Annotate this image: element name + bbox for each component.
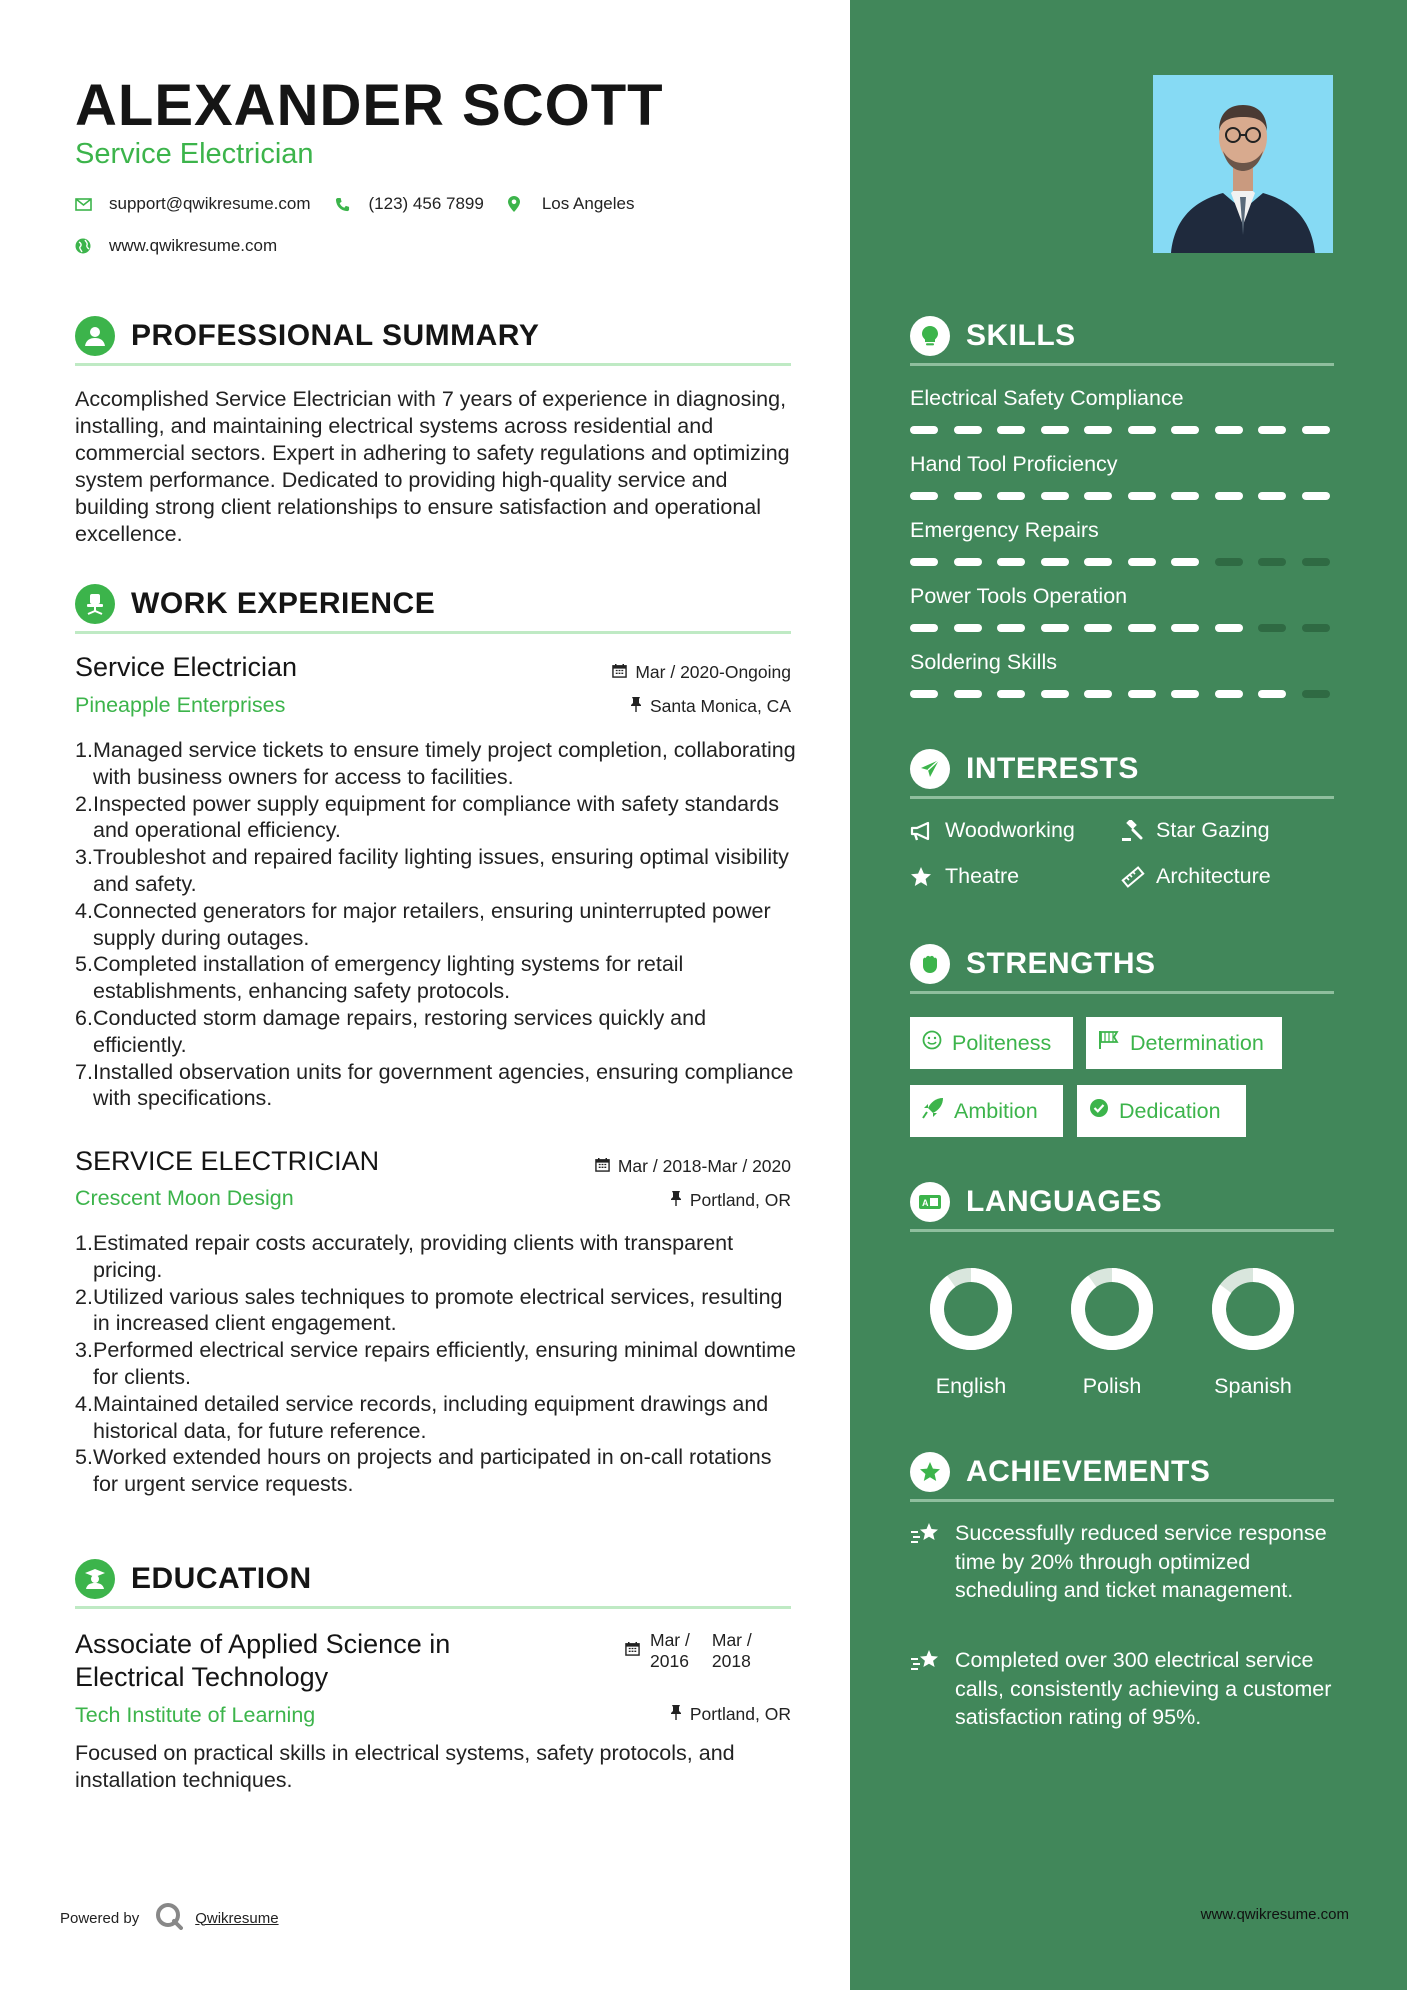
paper-plane-icon <box>910 749 950 789</box>
job-1-location: Santa Monica, CA <box>630 696 791 717</box>
skill-level-segment <box>1171 558 1199 566</box>
job-1-dates: Mar / 2020-Ongoing <box>612 662 791 683</box>
list-text: Troubleshot and repaired facility lighting issues, ensuring optimal visibility and safety. <box>93 845 789 896</box>
rocket-icon <box>922 1097 944 1125</box>
contact-row-2 <box>75 236 301 256</box>
list-number: 1. <box>75 1231 93 1255</box>
skill-level-segment <box>997 426 1025 434</box>
job-2-title: SERVICE ELECTRICIAN <box>75 1146 380 1176</box>
job-2-company: Crescent Moon Design <box>75 1186 294 1210</box>
skill-level-segment <box>1215 624 1243 632</box>
list-item <box>75 1230 800 1284</box>
education-degree: Associate of Applied Science in Electrical Technology <box>75 1629 451 1692</box>
list-item <box>75 737 800 791</box>
skill-level-bar <box>910 558 1345 566</box>
list-number: 2. <box>75 791 93 816</box>
footer-powered-by: Powered by Qwikresume <box>60 1902 279 1934</box>
skill-level-segment <box>1258 492 1286 500</box>
location-text: Los Angeles <box>541 194 635 213</box>
skill-level-segment <box>1302 690 1330 698</box>
achievements-divider <box>910 1499 1334 1502</box>
interests-heading <box>910 749 1139 789</box>
language-level-ring <box>1067 1264 1157 1354</box>
language-name: Polish <box>1082 1374 1142 1398</box>
job-1-title: Service Electrician <box>75 652 298 682</box>
skill-level-bar <box>910 690 1345 698</box>
skill-name: Hand Tool Proficiency <box>910 452 1118 476</box>
skills-divider <box>910 363 1334 366</box>
skill-level-segment <box>1128 690 1156 698</box>
skill-level-segment <box>1128 426 1156 434</box>
fist-icon <box>910 944 950 984</box>
list-item <box>75 898 800 952</box>
skill-level-segment <box>1215 426 1243 434</box>
achievement-1: Successfully reduced service response time by 20% through optimized scheduling and ticket management. <box>910 1519 1340 1605</box>
list-item <box>75 1391 800 1445</box>
office-chair-icon <box>75 584 115 624</box>
calendar-icon <box>625 1630 640 1672</box>
skill-level-segment <box>1215 690 1243 698</box>
list-text: Managed service tickets to ensure timely project completion, collaborating with business owners for access to facilities. <box>93 738 796 789</box>
skill-level-segment <box>1041 492 1069 500</box>
achievements-title: ACHIEVEMENTS <box>966 1455 1211 1488</box>
email-link[interactable]: support@qwikresume.com <box>109 194 311 213</box>
language-level-ring <box>1208 1264 1298 1354</box>
translate-icon <box>910 1182 950 1222</box>
education-divider <box>75 1606 791 1609</box>
star-badge-icon <box>910 1452 950 1492</box>
star-icon <box>910 866 945 888</box>
languages-heading <box>910 1182 1162 1222</box>
education-title: EDUCATION <box>131 1562 312 1595</box>
list-item <box>75 1444 800 1498</box>
skill-level-segment <box>1128 624 1156 632</box>
strength-politeness: Politeness <box>910 1017 1073 1069</box>
skill-level-segment <box>997 492 1025 500</box>
language-name: English <box>935 1374 1007 1398</box>
graduate-icon <box>75 1559 115 1599</box>
smile-icon <box>922 1030 942 1056</box>
list-text: Estimated repair costs accurately, providing clients with transparent pricing. <box>93 1231 734 1282</box>
list-number: 4. <box>75 1391 93 1416</box>
map-pin-icon <box>508 196 542 212</box>
list-item <box>75 1337 800 1391</box>
skills-heading <box>910 316 1076 356</box>
experience-divider <box>75 631 791 634</box>
strengths-divider <box>910 991 1334 994</box>
shooting-star-icon <box>910 1646 955 1732</box>
summary-title: PROFESSIONAL SUMMARY <box>131 319 540 352</box>
skill-level-segment <box>954 426 982 434</box>
interest-star-gazing: Star Gazing <box>1121 818 1270 843</box>
language-ring-fill <box>937 1275 1005 1343</box>
skill-level-segment <box>997 690 1025 698</box>
language-polish <box>1047 1264 1177 1399</box>
list-number: 5. <box>75 952 93 977</box>
skill-name: Emergency Repairs <box>910 518 1099 542</box>
skill-level-bar <box>910 492 1345 500</box>
language-english <box>906 1264 1036 1399</box>
skill-level-segment <box>954 690 982 698</box>
skill-level-segment <box>1041 690 1069 698</box>
list-text: Connected generators for major retailers, ensuring uninterrupted power supply during outages. <box>93 898 771 950</box>
skill-level-segment <box>1258 624 1286 632</box>
job-2-location: Portland, OR <box>670 1190 791 1211</box>
skill-level-segment <box>1084 690 1112 698</box>
pushpin-icon <box>670 1190 682 1211</box>
skill-level-segment <box>1171 426 1199 434</box>
globe-icon <box>75 238 109 254</box>
skill-level-segment <box>1084 492 1112 500</box>
job-2-dates: Mar / 2018-Mar / 2020 <box>595 1156 791 1177</box>
skill-level-segment <box>910 426 938 434</box>
skill-name: Electrical Safety Compliance <box>910 386 1184 410</box>
skill-level-segment <box>910 690 938 698</box>
skill-level-segment <box>1041 426 1069 434</box>
list-item <box>75 951 800 1005</box>
education-dates: Mar / 2016 Mar / 2018 <box>625 1630 752 1672</box>
skill-level-segment <box>997 558 1025 566</box>
skill-level-segment <box>910 558 938 566</box>
pushpin-icon <box>670 1704 682 1725</box>
education-location: Portland, OR <box>670 1704 791 1725</box>
skill-level-segment <box>1084 426 1112 434</box>
job-1-company: Pineapple Enterprises <box>75 693 286 717</box>
qwikresume-link[interactable]: Qwikresume <box>195 1909 279 1927</box>
language-ring-fill <box>1078 1275 1146 1343</box>
summary-divider <box>75 363 791 366</box>
list-text: Completed installation of emergency lighting systems for retail establishments, enhancing safety protocols. <box>93 952 684 1004</box>
skill-level-segment <box>1302 558 1330 566</box>
skill-name: Power Tools Operation <box>910 584 1128 608</box>
skill-level-segment <box>1084 624 1112 632</box>
list-text: Maintained detailed service records, including equipment drawings and historical data, for future reference. <box>93 1391 769 1443</box>
education-school: Tech Institute of Learning <box>75 1703 316 1727</box>
language-name: Spanish <box>1214 1374 1292 1398</box>
calendar-icon <box>612 663 627 683</box>
megaphone-icon <box>910 821 945 841</box>
footer-website[interactable]: www.qwikresume.com <box>1200 1906 1349 1923</box>
list-number: 3. <box>75 1338 93 1363</box>
achievements-heading <box>910 1452 1210 1492</box>
sidebar <box>850 0 1407 1990</box>
skill-level-segment <box>1215 558 1243 566</box>
gavel-icon <box>1121 820 1156 842</box>
lightbulb-icon <box>910 316 950 356</box>
skill-level-segment <box>1258 426 1286 434</box>
skill-level-segment <box>1171 624 1199 632</box>
language-spanish <box>1188 1264 1318 1399</box>
skill-level-bar <box>910 426 1345 434</box>
qwikresume-logo-icon <box>155 1902 183 1934</box>
summary-heading <box>75 316 539 356</box>
list-text: Performed electrical service repairs efficiently, ensuring minimal downtime for clients. <box>93 1338 797 1389</box>
skill-name: Soldering Skills <box>910 650 1057 674</box>
languages-divider <box>910 1229 1334 1232</box>
achievement-2: Completed over 300 electrical service calls, consistently achieving a customer satisfaction rating of 95%. <box>910 1646 1340 1732</box>
strength-dedication: Dedication <box>1077 1085 1246 1137</box>
website-link[interactable]: www.qwikresume.com <box>109 236 278 255</box>
skill-level-segment <box>954 558 982 566</box>
strength-determination: Determination <box>1086 1017 1282 1069</box>
skills-title: SKILLS <box>966 319 1076 352</box>
interests-divider <box>910 796 1334 799</box>
skill-level-segment <box>1302 624 1330 632</box>
experience-heading <box>75 584 435 624</box>
list-text: Inspected power supply equipment for compliance with safety standards and operational efficiency. <box>93 791 779 843</box>
calendar-icon <box>595 1157 610 1177</box>
skill-level-segment <box>1258 690 1286 698</box>
skill-level-bar <box>910 624 1345 632</box>
education-description: Focused on practical skills in electrical systems, safety protocols, and installation techniques. <box>75 1741 735 1792</box>
strength-ambition: Ambition <box>910 1085 1063 1137</box>
job-1-responsibilities <box>75 737 800 1112</box>
summary-text: Accomplished Service Electrician with 7 years of experience in diagnosing, installing, and maintaining electrical systems across residential and commercial sectors. Expert in adhering to safety regulations and optimizing system performance. Dedicated to providing high-quality service and building strong client relationships to ensure satisfaction and operational excellence. <box>75 387 790 546</box>
education-heading <box>75 1559 312 1599</box>
skill-level-segment <box>910 624 938 632</box>
skill-level-segment <box>1171 690 1199 698</box>
list-item <box>75 844 800 898</box>
pushpin-icon <box>630 696 642 717</box>
language-level-ring <box>926 1264 1016 1354</box>
list-number: 7. <box>75 1059 93 1084</box>
list-text: Utilized various sales techniques to promote electrical services, resulting in increased client engagement. <box>93 1284 783 1336</box>
phone-icon <box>335 197 369 212</box>
profile-photo <box>1153 75 1333 253</box>
list-item <box>75 791 800 845</box>
skill-level-segment <box>1041 558 1069 566</box>
skill-level-segment <box>1041 624 1069 632</box>
interest-woodworking: Woodworking <box>910 818 1075 843</box>
interest-theatre: Theatre <box>910 864 1019 889</box>
check-circle-icon <box>1089 1098 1109 1124</box>
list-number: 6. <box>75 1005 93 1030</box>
skill-level-segment <box>954 492 982 500</box>
skill-level-segment <box>1258 558 1286 566</box>
skill-level-segment <box>1215 492 1243 500</box>
list-text: Worked extended hours on projects and participated in on-call rotations for urgent service requests. <box>93 1445 772 1497</box>
flag-icon <box>1098 1030 1120 1056</box>
contact-row-1 <box>75 194 658 214</box>
experience-title: WORK EXPERIENCE <box>131 587 436 620</box>
skill-level-segment <box>1302 492 1330 500</box>
strengths-title: STRENGTHS <box>966 947 1156 980</box>
list-text: Installed observation units for government agencies, ensuring compliance with specifications. <box>93 1059 794 1111</box>
list-item <box>75 1284 800 1338</box>
envelope-icon <box>75 198 109 211</box>
list-text: Conducted storm damage repairs, restoring services quickly and efficiently. <box>93 1005 707 1057</box>
list-number: 5. <box>75 1445 93 1470</box>
strengths-heading <box>910 944 1156 984</box>
skill-level-segment <box>1084 558 1112 566</box>
list-item <box>75 1059 800 1113</box>
skill-level-segment <box>1171 492 1199 500</box>
job-2-responsibilities <box>75 1230 800 1498</box>
interest-architecture: Architecture <box>1121 864 1271 889</box>
skill-level-segment <box>1128 558 1156 566</box>
list-number: 4. <box>75 898 93 923</box>
list-number: 1. <box>75 738 93 762</box>
skill-level-segment <box>910 492 938 500</box>
user-icon <box>75 316 115 356</box>
skill-level-segment <box>997 624 1025 632</box>
phone-number[interactable]: (123) 456 7899 <box>368 194 484 213</box>
languages-title: LANGUAGES <box>966 1185 1163 1218</box>
list-item <box>75 1005 800 1059</box>
svg-text:A: A <box>922 1198 929 1208</box>
candidate-role: Service Electrician <box>75 138 314 170</box>
skill-level-segment <box>954 624 982 632</box>
ruler-icon <box>1121 866 1156 888</box>
candidate-name: ALEXANDER SCOTT <box>75 73 664 138</box>
shooting-star-icon <box>910 1519 955 1605</box>
skill-level-segment <box>1128 492 1156 500</box>
list-number: 2. <box>75 1284 93 1309</box>
list-number: 3. <box>75 845 93 870</box>
interests-title: INTERESTS <box>966 752 1139 785</box>
skill-level-segment <box>1302 426 1330 434</box>
